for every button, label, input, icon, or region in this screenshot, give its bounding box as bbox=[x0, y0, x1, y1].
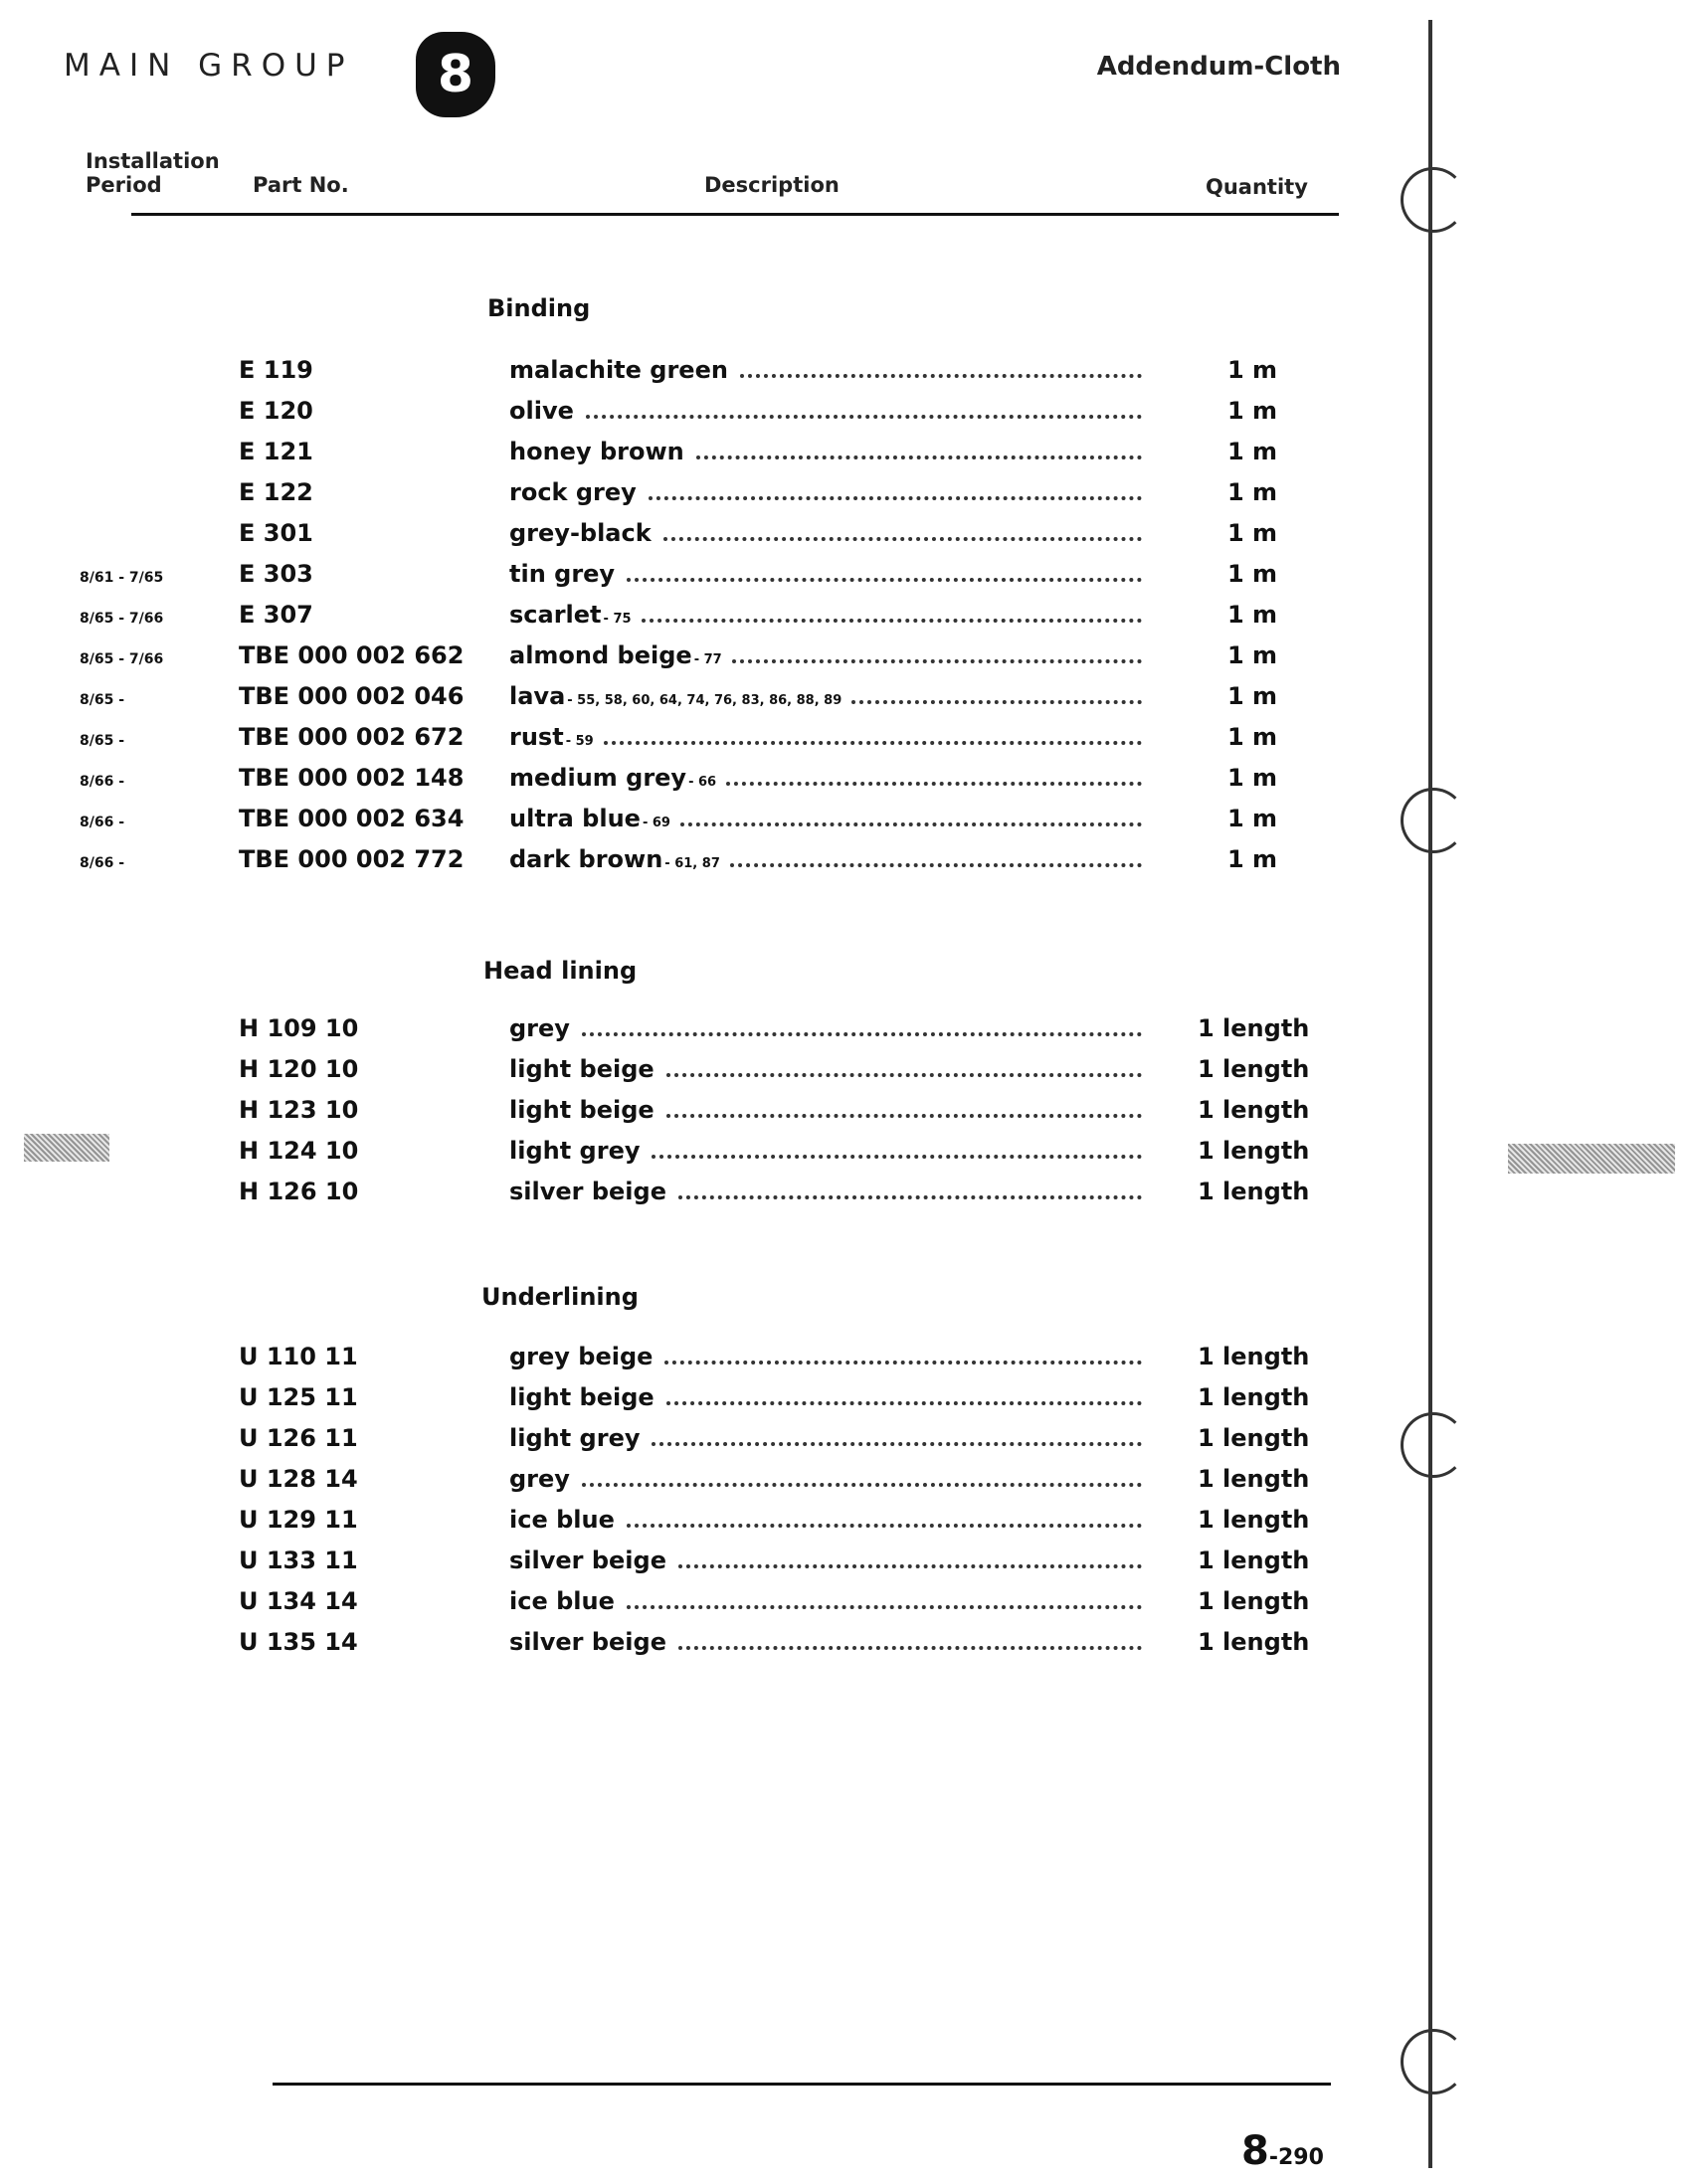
part-description bbox=[509, 1055, 656, 1083]
table-row bbox=[0, 601, 1393, 640]
description-text: ultra blue bbox=[509, 805, 641, 832]
quantity: 1 m bbox=[1227, 764, 1278, 792]
part-number: E 120 bbox=[239, 397, 313, 425]
part-description bbox=[509, 641, 722, 669]
quantity: 1 length bbox=[1198, 1014, 1310, 1042]
quantity: 1 length bbox=[1198, 1547, 1310, 1574]
installation-period: 8/65 - bbox=[80, 692, 125, 708]
description-text: honey brown bbox=[509, 438, 684, 465]
leader-dots bbox=[664, 1357, 1142, 1365]
description-text: malachite green bbox=[509, 356, 728, 384]
table-row bbox=[0, 805, 1393, 844]
leader-dots bbox=[582, 1479, 1142, 1487]
leader-dots bbox=[663, 533, 1142, 541]
table-row bbox=[0, 1343, 1393, 1382]
table-row bbox=[0, 1055, 1393, 1095]
leader-dots bbox=[851, 696, 1142, 704]
installation-period: 8/66 - bbox=[80, 855, 125, 871]
quantity: 1 m bbox=[1227, 519, 1278, 547]
description-text: light grey bbox=[509, 1424, 641, 1452]
part-description bbox=[509, 519, 654, 547]
leader-dots bbox=[649, 492, 1142, 500]
description-text: light beige bbox=[509, 1383, 655, 1411]
description-text: dark brown bbox=[509, 845, 663, 873]
part-description bbox=[509, 1096, 656, 1124]
table-row bbox=[0, 397, 1393, 437]
binder-hole-3 bbox=[1401, 1412, 1466, 1478]
section-title-addendum: Addendum-Cloth bbox=[1096, 52, 1341, 82]
quantity: 1 m bbox=[1227, 356, 1278, 384]
binder-hole-1 bbox=[1401, 167, 1466, 233]
leader-dots bbox=[666, 1110, 1142, 1118]
part-description bbox=[509, 682, 842, 710]
part-number: E 122 bbox=[239, 478, 313, 506]
part-description bbox=[509, 805, 670, 832]
description-text: grey-black bbox=[509, 519, 652, 547]
scan-noise-band bbox=[1508, 1144, 1675, 1174]
description-text: grey bbox=[509, 1014, 570, 1042]
part-number: U 134 14 bbox=[239, 1587, 358, 1615]
column-header-quantity: Quantity bbox=[1206, 175, 1308, 199]
group-number-badge: 8 bbox=[416, 32, 495, 117]
part-number: U 125 11 bbox=[239, 1383, 358, 1411]
table-row bbox=[0, 438, 1393, 477]
main-group-title: MAIN GROUP bbox=[64, 48, 354, 84]
quantity: 1 length bbox=[1198, 1424, 1310, 1452]
table-row bbox=[0, 560, 1393, 600]
table-row bbox=[0, 1587, 1393, 1627]
part-number: TBE 000 002 672 bbox=[239, 723, 465, 751]
part-description bbox=[509, 764, 716, 792]
table-row bbox=[0, 1383, 1393, 1423]
part-number: H 109 10 bbox=[239, 1014, 359, 1042]
part-number: H 124 10 bbox=[239, 1137, 359, 1165]
column-header-installation-period: Installation Period bbox=[86, 149, 220, 197]
part-number: H 123 10 bbox=[239, 1096, 359, 1124]
part-number: U 135 14 bbox=[239, 1628, 358, 1656]
part-number: TBE 000 002 772 bbox=[239, 845, 465, 873]
leader-dots bbox=[627, 574, 1142, 582]
part-description bbox=[509, 601, 632, 629]
part-description bbox=[509, 845, 720, 873]
part-description bbox=[509, 1506, 617, 1534]
page-number bbox=[1241, 2128, 1324, 2174]
leader-dots bbox=[586, 411, 1142, 419]
part-number: E 303 bbox=[239, 560, 313, 588]
leader-dots bbox=[666, 1069, 1142, 1077]
description-text: scarlet bbox=[509, 601, 602, 629]
leader-dots bbox=[604, 737, 1142, 745]
leader-dots bbox=[696, 452, 1142, 459]
description-text: silver beige bbox=[509, 1547, 666, 1574]
part-description bbox=[509, 1424, 642, 1452]
model-codes: - 61, 87 bbox=[664, 856, 720, 871]
installation-period: 8/61 - 7/65 bbox=[80, 570, 164, 586]
part-description bbox=[509, 1547, 668, 1574]
part-number: U 129 11 bbox=[239, 1506, 358, 1534]
installation-period: 8/65 - 7/66 bbox=[80, 651, 164, 667]
installation-period: 8/66 - bbox=[80, 774, 125, 790]
table-row bbox=[0, 478, 1393, 518]
part-description bbox=[509, 1587, 617, 1615]
installation-period: 8/66 - bbox=[80, 815, 125, 830]
leader-dots bbox=[627, 1601, 1142, 1609]
table-row bbox=[0, 519, 1393, 559]
leader-dots bbox=[740, 370, 1142, 378]
leader-dots bbox=[627, 1520, 1142, 1528]
part-number: U 133 11 bbox=[239, 1547, 358, 1574]
model-codes: - 66 bbox=[688, 775, 717, 790]
description-text: rust bbox=[509, 723, 564, 751]
description-text: silver beige bbox=[509, 1628, 666, 1656]
part-description bbox=[509, 356, 730, 384]
table-row bbox=[0, 1137, 1393, 1177]
part-description bbox=[509, 478, 639, 506]
table-row bbox=[0, 1547, 1393, 1586]
table-row bbox=[0, 764, 1393, 804]
leader-dots bbox=[726, 778, 1142, 786]
table-row bbox=[0, 682, 1393, 722]
leader-dots bbox=[678, 1642, 1142, 1650]
leader-dots bbox=[680, 819, 1142, 826]
quantity: 1 length bbox=[1198, 1587, 1310, 1615]
binder-hole-4 bbox=[1401, 2029, 1466, 2094]
description-text: light beige bbox=[509, 1055, 655, 1083]
part-description bbox=[509, 1343, 655, 1370]
part-number: H 126 10 bbox=[239, 1178, 359, 1205]
leader-dots bbox=[678, 1560, 1142, 1568]
leader-dots bbox=[582, 1028, 1142, 1036]
part-number: E 301 bbox=[239, 519, 313, 547]
section-heading: Head lining bbox=[483, 957, 638, 985]
table-row bbox=[0, 1465, 1393, 1505]
description-text: lava bbox=[509, 682, 566, 710]
binder-hole-2 bbox=[1401, 788, 1466, 853]
leader-dots bbox=[730, 859, 1142, 867]
part-number: TBE 000 002 634 bbox=[239, 805, 465, 832]
part-description bbox=[509, 1014, 572, 1042]
binder-edge-line bbox=[1428, 20, 1432, 2168]
quantity: 1 m bbox=[1227, 845, 1278, 873]
part-number: E 121 bbox=[239, 438, 313, 465]
description-text: light grey bbox=[509, 1137, 641, 1165]
column-header-part-no: Part No. bbox=[253, 173, 349, 197]
quantity: 1 m bbox=[1227, 601, 1278, 629]
description-text: tin grey bbox=[509, 560, 616, 588]
description-text: almond beige bbox=[509, 641, 692, 669]
part-number: U 128 14 bbox=[239, 1465, 358, 1493]
description-text: ice blue bbox=[509, 1587, 615, 1615]
quantity: 1 m bbox=[1227, 682, 1278, 710]
model-codes: - 69 bbox=[642, 816, 670, 830]
part-number: TBE 000 002 148 bbox=[239, 764, 465, 792]
description-text: light beige bbox=[509, 1096, 655, 1124]
part-number: U 126 11 bbox=[239, 1424, 358, 1452]
quantity: 1 m bbox=[1227, 723, 1278, 751]
table-row bbox=[0, 845, 1393, 885]
header-divider bbox=[131, 213, 1339, 216]
leader-dots bbox=[732, 655, 1142, 663]
quantity: 1 length bbox=[1198, 1137, 1310, 1165]
part-number: TBE 000 002 662 bbox=[239, 641, 465, 669]
part-number: H 120 10 bbox=[239, 1055, 359, 1083]
column-header-description: Description bbox=[704, 173, 840, 197]
table-row bbox=[0, 1506, 1393, 1546]
part-description bbox=[509, 1137, 642, 1165]
quantity: 1 length bbox=[1198, 1465, 1310, 1493]
quantity: 1 m bbox=[1227, 641, 1278, 669]
leader-dots bbox=[666, 1397, 1142, 1405]
quantity: 1 length bbox=[1198, 1506, 1310, 1534]
part-description bbox=[509, 1178, 668, 1205]
quantity: 1 m bbox=[1227, 438, 1278, 465]
description-text: grey beige bbox=[509, 1343, 654, 1370]
part-number: U 110 11 bbox=[239, 1343, 358, 1370]
part-number: E 307 bbox=[239, 601, 313, 629]
model-codes: - 77 bbox=[693, 652, 722, 667]
part-description bbox=[509, 1628, 668, 1656]
quantity: 1 length bbox=[1198, 1383, 1310, 1411]
table-row bbox=[0, 723, 1393, 763]
table-row bbox=[0, 641, 1393, 681]
description-text: olive bbox=[509, 397, 574, 425]
page-number-sub: -290 bbox=[1268, 2145, 1324, 2170]
part-description bbox=[509, 723, 594, 751]
page-number-main: 8 bbox=[1241, 2128, 1269, 2174]
part-description bbox=[509, 1465, 572, 1493]
description-text: ice blue bbox=[509, 1506, 615, 1534]
model-codes: - 75 bbox=[603, 612, 632, 627]
model-codes: - 55, 58, 60, 64, 74, 76, 83, 86, 88, 89 bbox=[567, 693, 842, 708]
table-row bbox=[0, 1628, 1393, 1668]
part-number: TBE 000 002 046 bbox=[239, 682, 465, 710]
part-number: E 119 bbox=[239, 356, 313, 384]
installation-period: 8/65 - 7/66 bbox=[80, 611, 164, 627]
part-description bbox=[509, 560, 617, 588]
section-heading: Binding bbox=[487, 294, 591, 322]
quantity: 1 m bbox=[1227, 560, 1278, 588]
quantity: 1 length bbox=[1198, 1343, 1310, 1370]
part-description bbox=[509, 397, 576, 425]
part-description bbox=[509, 1383, 656, 1411]
quantity: 1 m bbox=[1227, 478, 1278, 506]
quantity: 1 m bbox=[1227, 805, 1278, 832]
description-text: grey bbox=[509, 1465, 570, 1493]
leader-dots bbox=[652, 1151, 1142, 1159]
leader-dots bbox=[678, 1191, 1142, 1199]
model-codes: - 59 bbox=[565, 734, 594, 749]
scan-noise-band-left bbox=[24, 1134, 109, 1162]
table-row bbox=[0, 1014, 1393, 1054]
quantity: 1 length bbox=[1198, 1178, 1310, 1205]
leader-dots bbox=[642, 615, 1142, 623]
leader-dots bbox=[652, 1438, 1142, 1446]
table-row bbox=[0, 1424, 1393, 1464]
table-row bbox=[0, 1096, 1393, 1136]
description-text: silver beige bbox=[509, 1178, 666, 1205]
part-description bbox=[509, 438, 686, 465]
section-heading: Underlining bbox=[481, 1283, 639, 1311]
quantity: 1 length bbox=[1198, 1628, 1310, 1656]
installation-period: 8/65 - bbox=[80, 733, 125, 749]
table-row bbox=[0, 1178, 1393, 1217]
footer-divider bbox=[273, 2083, 1331, 2086]
description-text: medium grey bbox=[509, 764, 687, 792]
description-text: rock grey bbox=[509, 478, 637, 506]
quantity: 1 length bbox=[1198, 1055, 1310, 1083]
quantity: 1 length bbox=[1198, 1096, 1310, 1124]
quantity: 1 m bbox=[1227, 397, 1278, 425]
table-row bbox=[0, 356, 1393, 396]
